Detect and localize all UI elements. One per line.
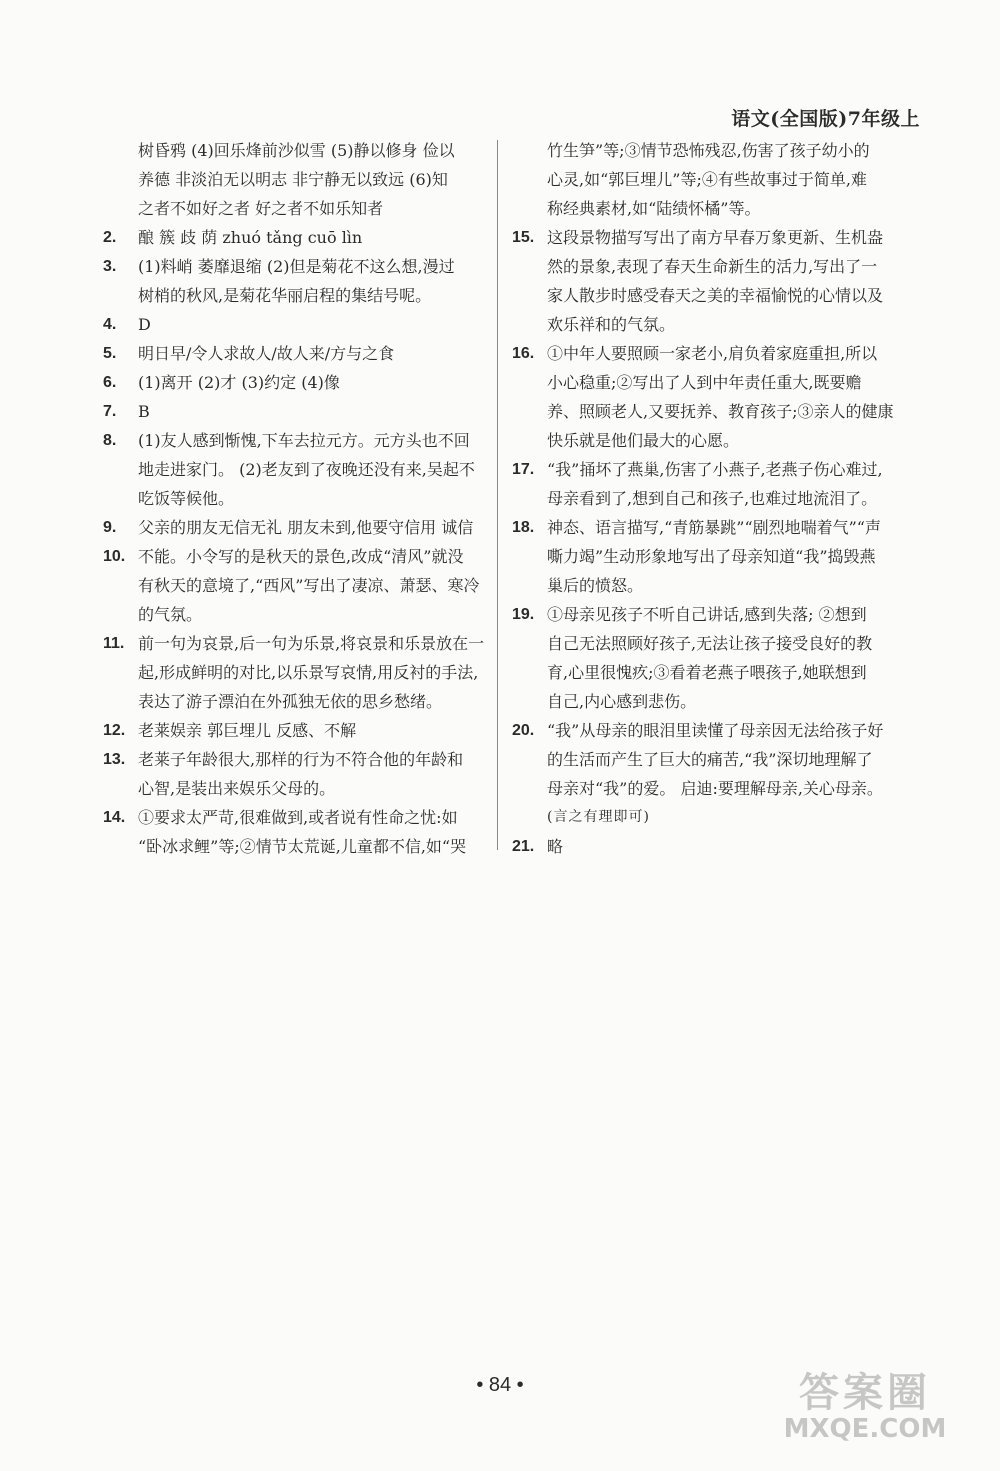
answer-line (512, 252, 897, 281)
answer-line (512, 600, 897, 629)
answer-text: (1)料峭 萎靡退缩 (2)但是菊花不这么想,漫过 (138, 257, 455, 276)
answer-item (103, 397, 488, 426)
answer-text: 养、照顾老人,又要抚养、教育孩子;③亲人的健康 (547, 402, 894, 421)
page-header: 语文(全国版)7年级上 (731, 108, 920, 130)
answer-item (512, 223, 897, 339)
answer-text: B (138, 402, 150, 421)
answer-item (103, 426, 488, 513)
answer-line (512, 484, 897, 513)
indent (512, 310, 547, 339)
indent (103, 571, 138, 600)
question-number: 17. (512, 461, 535, 478)
question-number: 4. (103, 316, 117, 333)
answer-text: 略 (547, 837, 564, 856)
answer-text: 快乐就是他们最大的心愿。 (547, 431, 740, 450)
answer-line (512, 716, 897, 745)
indent (512, 136, 547, 165)
answer-text: 的生活而产生了巨大的痛苦,“我”深切地理解了 (547, 750, 873, 769)
answer-line (512, 136, 897, 165)
question-number: 21. (512, 838, 535, 855)
indent (512, 658, 547, 687)
answer-text: 自己,内心感到悲伤。 (547, 692, 697, 711)
answer-text: 的气氛。 (138, 605, 203, 624)
answer-line (512, 426, 897, 455)
answer-text: 这段景物描写写出了南方早春万象更新、生机盎 (547, 228, 884, 247)
indent (103, 136, 138, 165)
question-number: 8. (103, 432, 117, 449)
answer-text: ①中年人要照顾一家老小,肩负着家庭重担,所以 (547, 344, 878, 363)
answer-line (512, 513, 897, 542)
right-column (512, 136, 897, 861)
answer-line (103, 542, 488, 571)
answer-text: 不能。小令写的是秋天的景色,改成“清风”就没 (138, 547, 464, 566)
answer-item (103, 136, 488, 223)
question-number: 10. (103, 548, 126, 565)
answer-text: 巢后的愤怒。 (547, 576, 644, 595)
indent (103, 484, 138, 513)
answer-text: 竹生笋”等;③情节恐怖残忍,伤害了孩子幼小的 (547, 141, 870, 160)
answer-text: 树梢的秋风,是菊花华丽启程的集结号呢。 (138, 286, 432, 305)
answer-line (512, 803, 897, 832)
question-number: 2. (103, 229, 117, 246)
answer-line (512, 455, 897, 484)
indent (103, 832, 138, 861)
answer-item (512, 513, 897, 600)
answer-item (103, 252, 488, 310)
indent (103, 774, 138, 803)
indent (512, 484, 547, 513)
answer-text: 称经典素材,如“陆绩怀橘”等。 (547, 199, 761, 218)
answer-line (103, 252, 488, 281)
indent (512, 629, 547, 658)
answer-text: 自己无法照顾好孩子,无法让孩子接受良好的教 (547, 634, 873, 653)
question-number: 16. (512, 345, 535, 362)
indent (512, 368, 547, 397)
answer-text: “我”从母亲的眼泪里读懂了母亲因无法给孩子好 (547, 721, 884, 740)
answer-line (103, 455, 488, 484)
answer-text: 养德 非淡泊无以明志 非宁静无以致远 (6)知 (138, 170, 448, 189)
answer-text: 嘶力竭”生动形象地写出了母亲知道“我”捣毁燕 (547, 547, 876, 566)
answer-text: 父亲的朋友无信无礼 朋友未到,他要守信用 诚信 (138, 518, 474, 537)
watermark-top-text: 答案圈 (799, 1370, 931, 1416)
answer-line (512, 281, 897, 310)
answer-line (103, 165, 488, 194)
indent (103, 165, 138, 194)
indent (512, 745, 547, 774)
column-divider (497, 140, 498, 850)
answer-item (103, 542, 488, 629)
answer-item (103, 513, 488, 542)
answer-line (103, 803, 488, 832)
question-number: 14. (103, 809, 126, 826)
answer-line (103, 339, 488, 368)
answer-line (512, 310, 897, 339)
answer-line (103, 484, 488, 513)
indent (512, 397, 547, 426)
answer-text: 起,形成鲜明的对比,以乐景写哀情,用反衬的手法, (138, 663, 479, 682)
answer-text: 地走进家门。 (2)老友到了夜晚还没有来,吴起不 (138, 460, 475, 479)
indent (512, 165, 547, 194)
answer-line (103, 658, 488, 687)
indent (512, 687, 547, 716)
answer-text: 小心稳重;②写出了人到中年责任重大,既要赡 (547, 373, 862, 392)
answer-line (103, 397, 488, 426)
answer-line (103, 571, 488, 600)
answer-text: 母亲看到了,想到自己和孩子,也难过地流泪了。 (547, 489, 878, 508)
answer-line (103, 136, 488, 165)
answer-text: 前一句为哀景,后一句为乐景,将哀景和乐景放在一 (138, 634, 485, 653)
indent (512, 426, 547, 455)
answer-line (103, 832, 488, 861)
indent (103, 687, 138, 716)
indent (512, 571, 547, 600)
indent (103, 658, 138, 687)
answer-text: (1)友人感到惭愧,下车去拉元方。元方头也不回 (138, 431, 470, 450)
question-number: 3. (103, 258, 117, 275)
indent (103, 281, 138, 310)
question-number: 19. (512, 606, 535, 623)
answer-line (103, 774, 488, 803)
indent (512, 774, 547, 803)
question-number: 6. (103, 374, 117, 391)
question-number: 15. (512, 229, 535, 246)
answer-item (103, 368, 488, 397)
answer-item (512, 716, 897, 832)
answer-line (512, 368, 897, 397)
answer-text: ①母亲见孩子不听自己讲话,感到失落; ②想到 (547, 605, 867, 624)
answer-item (512, 600, 897, 716)
answer-text: 心灵,如“郭巨埋儿”等;④有些故事过于简单,难 (547, 170, 867, 189)
answer-note: (言之有理即可) (547, 809, 650, 825)
answer-line (103, 223, 488, 252)
answer-text: 心智,是装出来娱乐父母的。 (138, 779, 336, 798)
answer-line (103, 368, 488, 397)
answer-line (103, 687, 488, 716)
page-number: • 84 • (476, 1374, 524, 1396)
answer-line (103, 716, 488, 745)
indent (103, 194, 138, 223)
answer-text: 吃饭等候他。 (138, 489, 235, 508)
answer-line (103, 426, 488, 455)
answer-text: 树昏鸦 (4)回乐烽前沙似雪 (5)静以修身 俭以 (138, 141, 455, 160)
answer-item (512, 832, 897, 861)
watermark-logo (770, 1361, 960, 1451)
indent (512, 281, 547, 310)
answer-line (512, 745, 897, 774)
answer-line (103, 745, 488, 774)
question-number: 9. (103, 519, 117, 536)
answer-line (512, 629, 897, 658)
answer-line (512, 165, 897, 194)
question-number: 12. (103, 722, 126, 739)
answer-text: 育,心里很愧疚;③看着老燕子喂孩子,她联想到 (547, 663, 867, 682)
answer-line (512, 774, 897, 803)
answer-line (512, 832, 897, 861)
answer-text: 有秋天的意境了,“西风”写出了凄凉、萧瑟、寒冷 (138, 576, 480, 595)
answer-item (512, 455, 897, 513)
question-number: 18. (512, 519, 535, 536)
answer-text: “卧冰求鲤”等;②情节太荒诞,儿童都不信,如“哭 (138, 837, 467, 856)
answer-line (103, 310, 488, 339)
answer-text: D (138, 315, 151, 334)
question-number: 13. (103, 751, 126, 768)
answer-line (103, 600, 488, 629)
answer-text: (1)离开 (2)才 (3)约定 (4)像 (138, 373, 340, 392)
question-number: 20. (512, 722, 535, 739)
indent (512, 542, 547, 571)
question-number: 11. (103, 635, 125, 652)
answer-item (512, 339, 897, 455)
answer-text: 神态、语言描写,“青筋暴跳”“剧烈地喘着气”“声 (547, 518, 881, 537)
answer-line (512, 542, 897, 571)
answer-text: 明日早/令人求故人/故人来/方与之食 (138, 344, 395, 363)
answer-text: 然的景象,表现了春天生命新生的活力,写出了一 (547, 257, 878, 276)
answer-text: 老莱娱亲 郭巨埋儿 反感、不解 (138, 721, 357, 740)
answer-line (512, 687, 897, 716)
answer-line (103, 194, 488, 223)
question-number: 5. (103, 345, 117, 362)
answer-text: 酿 簇 歧 荫 zhuó tǎng cuō lìn (138, 228, 363, 247)
answer-line (512, 397, 897, 426)
answer-item (103, 716, 488, 745)
answer-text: 表达了游子漂泊在外孤独无依的思乡愁绪。 (138, 692, 443, 711)
answer-item (103, 310, 488, 339)
answer-line (512, 194, 897, 223)
answer-item (103, 629, 488, 716)
indent (103, 600, 138, 629)
answer-line (512, 658, 897, 687)
answer-line (512, 571, 897, 600)
answer-line (103, 281, 488, 310)
indent (512, 252, 547, 281)
answer-text: 家人散步时感受春天之美的幸福愉悦的心情以及 (547, 286, 884, 305)
answer-item (512, 136, 897, 223)
answer-item (103, 745, 488, 803)
question-number: 7. (103, 403, 117, 420)
answer-text: 欢乐祥和的气氛。 (547, 315, 676, 334)
answer-line (512, 223, 897, 252)
indent (512, 803, 547, 832)
indent (512, 194, 547, 223)
answer-text: 老莱子年龄很大,那样的行为不符合他的年龄和 (138, 750, 464, 769)
answer-item (103, 339, 488, 368)
answer-line (103, 513, 488, 542)
answer-line (103, 629, 488, 658)
answer-text: 之者不如好之者 好之者不如乐知者 (138, 199, 384, 218)
indent (103, 455, 138, 484)
answer-item (103, 803, 488, 861)
watermark-bottom-text: MXQE.COM (783, 1414, 947, 1444)
answer-text: ①要求太严苛,很难做到,或者说有性命之忧:如 (138, 808, 458, 827)
left-column (103, 136, 488, 861)
answer-text: 母亲对“我”的爱。 启迪:要理解母亲,关心母亲。 (547, 779, 883, 798)
answer-item (103, 223, 488, 252)
answer-text: “我”捅坏了燕巢,伤害了小燕子,老燕子伤心难过, (547, 460, 883, 479)
answer-line (512, 339, 897, 368)
